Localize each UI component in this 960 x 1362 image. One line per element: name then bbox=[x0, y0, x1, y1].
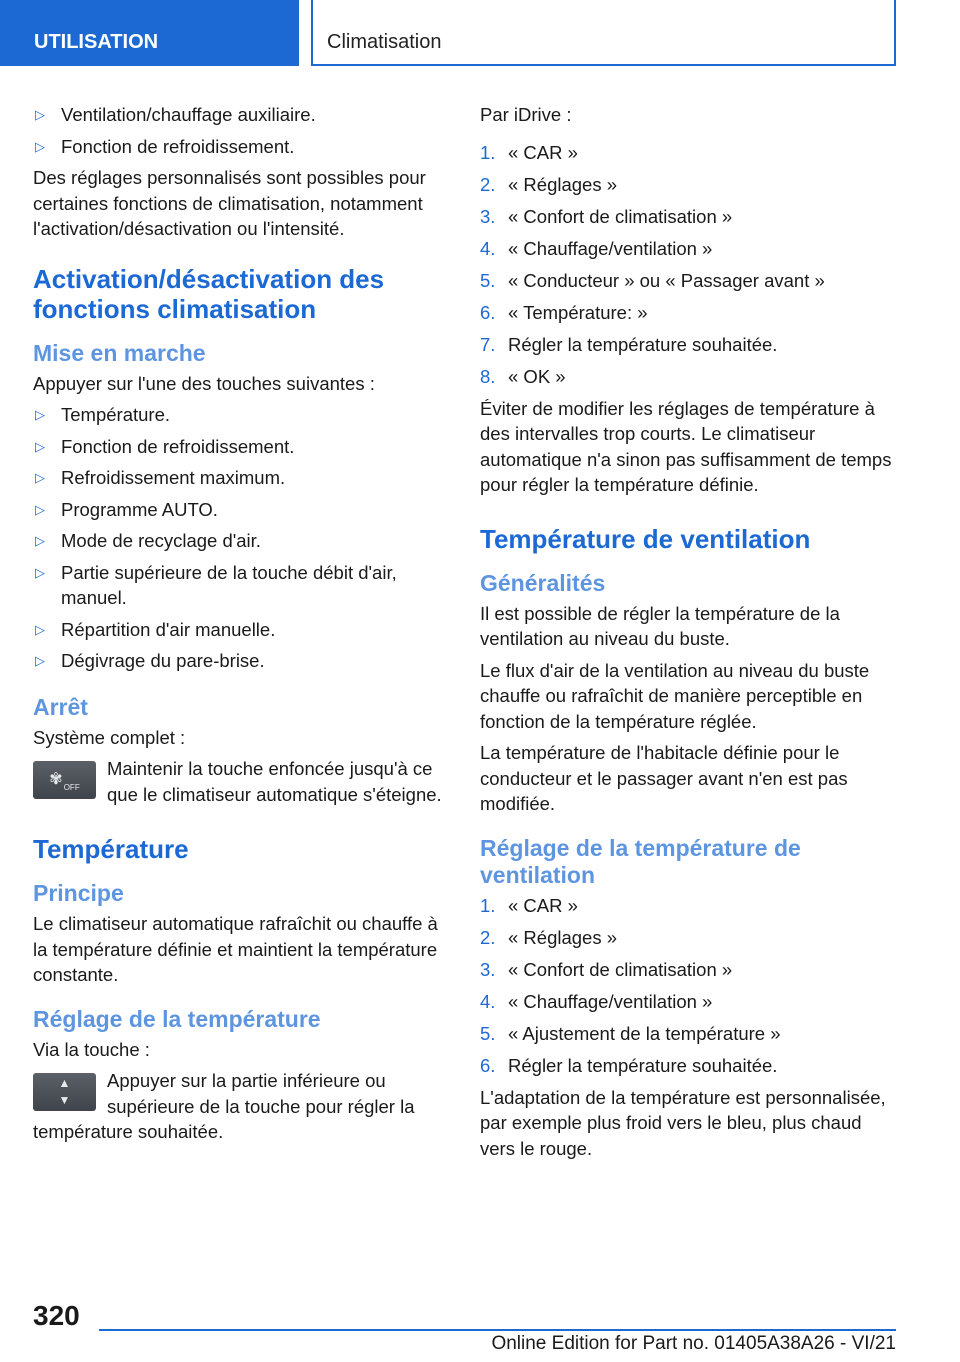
list-item: 3. « Confort de climatisation » bbox=[480, 958, 733, 980]
list-item: ▷ Partie supérieure de la touche débit d'air, manuel. bbox=[35, 561, 397, 608]
list-item: ▷ Dégivrage du pare-brise. bbox=[33, 648, 448, 674]
list-item: 8. « OK » bbox=[480, 365, 566, 387]
paragraph: Des réglages personnalisés sont possibles pour certaines fonctions de climatisation, notamment l'activation/désactivation ou l'intensité. bbox=[33, 167, 426, 239]
chapter-title: Climatisation bbox=[311, 0, 896, 66]
footer-divider bbox=[99, 1329, 896, 1331]
list-item: ▷ Température. bbox=[33, 402, 448, 428]
triangle-bullet-icon: ▷ bbox=[35, 438, 45, 454]
subheading-reglage-ventilation: Réglage de la température de ventilation bbox=[480, 834, 801, 888]
subheading-generalites: Généralités bbox=[480, 569, 606, 596]
paragraph: Appuyer sur l'une des touches suivantes : bbox=[33, 372, 375, 394]
heading-activation: Activation/désactivation des fonctions climatisation bbox=[33, 263, 385, 324]
edition-note: Online Edition for Part no. 01405A38A26 - VI/21 bbox=[491, 1333, 896, 1354]
triangle-bullet-icon: ▷ bbox=[35, 407, 45, 422]
list-item: 4. « Chauffage/ventilation » bbox=[480, 237, 713, 259]
triangle-bullet-icon: ▷ bbox=[35, 533, 45, 548]
list-item: 2. « Réglages » bbox=[480, 173, 618, 195]
button-instruction bbox=[33, 1068, 448, 1145]
fan-off-icon: $✾_{OFF}$ bbox=[49, 771, 80, 792]
list-item: ▷ Fonction de refroidissement. bbox=[33, 134, 448, 160]
list-item: ▷ Programme AUTO. bbox=[33, 497, 448, 523]
paragraph: Par iDrive : bbox=[480, 104, 572, 125]
subheading-arret: Arrêt bbox=[33, 693, 88, 720]
section-tab: UTILISATION bbox=[0, 0, 299, 66]
list-item: 1. « CAR » bbox=[480, 894, 578, 916]
triangle-bullet-icon: ▷ bbox=[35, 501, 45, 517]
paragraph: Système complet : bbox=[33, 726, 186, 748]
paragraph: Le flux d'air de la ventilation au niveau du buste chauffe ou rafraîchit de manière perceptible en fonction de la température réglée. bbox=[480, 659, 870, 732]
temperature-button-image bbox=[33, 1073, 96, 1111]
paragraph: Via la touche : bbox=[33, 1038, 150, 1060]
left-column bbox=[33, 102, 448, 1151]
list-item: 5. « Conducteur » ou « Passager avant » bbox=[480, 269, 825, 291]
triangle-bullet-icon: ▷ bbox=[35, 107, 45, 122]
page-header bbox=[0, 0, 960, 66]
off-label: OFF bbox=[63, 783, 80, 792]
list-item: ▷ Répartition d'air manuelle. bbox=[33, 617, 448, 643]
list-item: 6. « Température: » bbox=[480, 301, 648, 323]
paragraph: Maintenir la touche enfoncée jusqu'à ce que le climatiseur automatique s'éteigne. bbox=[107, 758, 442, 805]
triangle-bullet-icon: ▷ bbox=[35, 564, 45, 580]
heading-ventilation: Température de ventilation bbox=[480, 523, 811, 554]
right-column bbox=[480, 102, 895, 1167]
list-item: 3. « Confort de climatisation » bbox=[480, 205, 733, 227]
list-item: ▷ Fonction de refroidissement. bbox=[33, 434, 448, 460]
paragraph: L'adaptation de la température est personnalisée, par exemple plus froid vers le bleu, plus chaud vers le rouge. bbox=[480, 1086, 886, 1159]
subheading-reglage: Réglage de la température bbox=[33, 1005, 321, 1032]
list-item: 2. « Réglages » bbox=[480, 926, 618, 948]
triangle-bullet-icon: ▷ bbox=[35, 470, 45, 485]
subheading-principe: Principe bbox=[33, 880, 124, 906]
subheading-mise-en-marche: Mise en marche bbox=[33, 339, 206, 366]
triangle-bullet-icon: ▷ bbox=[35, 138, 45, 154]
list-item: 4. « Chauffage/ventilation » bbox=[480, 990, 713, 1012]
list-item: 1. « CAR » bbox=[480, 141, 578, 163]
fan-off-button-image bbox=[33, 761, 96, 799]
paragraph: Il est possible de régler la température de la ventilation au niveau du buste. bbox=[480, 602, 840, 649]
page-number: 320 bbox=[33, 1300, 80, 1331]
up-down-arrows-icon: ▲ ▼ bbox=[58, 1076, 71, 1107]
triangle-bullet-icon: ▷ bbox=[35, 653, 45, 668]
list-item: 7. Régler la température souhaitée. bbox=[480, 333, 778, 355]
heading-temperature: Température bbox=[33, 834, 189, 864]
paragraph: Éviter de modifier les réglages de température à des intervalles trop courts. Le climatiseur automatique n'a sinon pas suffisamment de temps pour régler la température définie. bbox=[480, 397, 892, 495]
paragraph: Appuyer sur la partie inférieure ou supérieure de la touche pour régler la température souhaitée. bbox=[33, 1070, 415, 1142]
list-item: ▷ Refroidissement maximum. bbox=[33, 465, 448, 491]
list-item: ▷ Ventilation/chauffage auxiliaire. bbox=[33, 102, 448, 128]
list-item: 5. « Ajustement de la température » bbox=[480, 1022, 781, 1044]
list-item: 6. Régler la température souhaitée. bbox=[480, 1054, 778, 1076]
list-item: ▷ Mode de recyclage d'air. bbox=[33, 528, 448, 554]
triangle-bullet-icon: ▷ bbox=[35, 621, 45, 637]
paragraph: La température de l'habitacle définie pour le conducteur et le passager avant n'en est pas modifiée. bbox=[480, 742, 848, 814]
paragraph: Le climatiseur automatique rafraîchit ou chauffe à la température définie et maintient la température constante. bbox=[33, 913, 438, 985]
button-instruction bbox=[33, 756, 448, 808]
